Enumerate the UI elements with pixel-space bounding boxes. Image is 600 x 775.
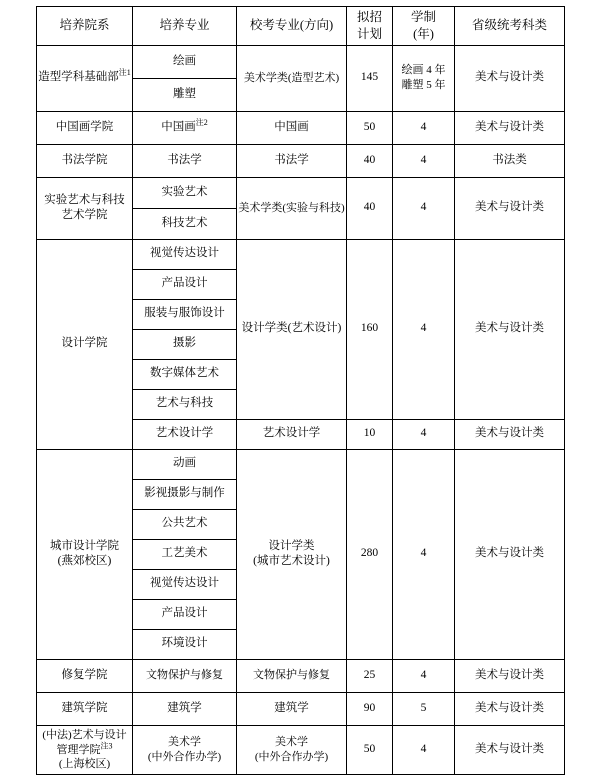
- cell-department: 书法学院: [37, 144, 133, 177]
- cell-major: 产品设计: [133, 599, 237, 629]
- table-header-row: [37, 7, 565, 46]
- cell-department: 修复学院: [37, 659, 133, 692]
- major-label: 中国画: [161, 120, 196, 133]
- exam-major-line2: (中外合作办学): [254, 751, 329, 764]
- admission-plan-table: [36, 6, 565, 775]
- cell-major: 建筑学: [133, 692, 237, 725]
- document-page: [0, 6, 600, 771]
- cell-category: 美术与设计类: [455, 449, 565, 659]
- cell-exam-major: 设计学类(艺术设计): [237, 239, 347, 419]
- table-row: [37, 111, 565, 144]
- years-line2: 雕塑 5 年: [401, 79, 446, 92]
- cell-exam-major: 艺术设计学: [237, 419, 347, 449]
- cell-plan: 160: [347, 239, 393, 419]
- cell-plan: 40: [347, 177, 393, 239]
- exam-major-line2: (城市艺术设计): [253, 555, 330, 568]
- header-department: 培养院系: [37, 7, 133, 46]
- cell-years: 5: [393, 692, 455, 725]
- table-row: [37, 449, 565, 479]
- exam-major-line1: 设计学类: [268, 539, 315, 552]
- department-note: 注3: [100, 740, 113, 750]
- cell-major: 视觉传达设计: [133, 569, 237, 599]
- cell-years: [393, 45, 455, 111]
- cell-department: [37, 725, 133, 775]
- header-exam-major: 校考专业(方向): [237, 7, 347, 46]
- cell-plan: 25: [347, 659, 393, 692]
- cell-years: 4: [393, 659, 455, 692]
- cell-exam-major: 美术学类(造型艺术): [237, 45, 347, 111]
- table-row: [37, 692, 565, 725]
- cell-department: [37, 177, 133, 239]
- major-line2: (中外合作办学): [147, 751, 222, 764]
- cell-exam-major: 美术学类(实验与科技): [237, 177, 347, 239]
- cell-major: 科技艺术: [133, 208, 237, 239]
- cell-exam-major: 文物保护与修复: [237, 659, 347, 692]
- cell-plan: 145: [347, 45, 393, 111]
- table-row: [37, 144, 565, 177]
- cell-years: 4: [393, 725, 455, 775]
- cell-major: 艺术与科技: [133, 389, 237, 419]
- cell-major: 绘画: [133, 45, 237, 78]
- cell-exam-major: 中国画: [237, 111, 347, 144]
- cell-major: 艺术设计学: [133, 419, 237, 449]
- cell-major: 影视摄影与制作: [133, 479, 237, 509]
- header-years-line1: 学制: [410, 10, 436, 24]
- table-row: [37, 45, 565, 78]
- cell-major: 雕塑: [133, 78, 237, 111]
- table-row: [37, 239, 565, 269]
- table-row: [37, 177, 565, 208]
- cell-major: 文物保护与修复: [133, 659, 237, 692]
- department-label: 造型学科基础部: [38, 71, 119, 84]
- header-category: 省级统考科类: [455, 7, 565, 46]
- header-plan-line1: 拟招: [356, 10, 382, 24]
- cell-major: 产品设计: [133, 269, 237, 299]
- department-line2-wrap: [38, 740, 131, 758]
- header-plan-line2: 计划: [356, 26, 382, 41]
- cell-major: [133, 111, 237, 144]
- cell-plan: 90: [347, 692, 393, 725]
- major-note: 注2: [195, 118, 208, 128]
- table-row: [37, 659, 565, 692]
- cell-category: 美术与设计类: [455, 239, 565, 419]
- cell-major: 服装与服饰设计: [133, 299, 237, 329]
- cell-department: 建筑学院: [37, 692, 133, 725]
- cell-department: 设计学院: [37, 239, 133, 449]
- cell-major: 视觉传达设计: [133, 239, 237, 269]
- cell-major: 数字媒体艺术: [133, 359, 237, 389]
- cell-years: 4: [393, 449, 455, 659]
- cell-years: 4: [393, 144, 455, 177]
- header-major: 培养专业: [133, 7, 237, 46]
- cell-major: 书法学: [133, 144, 237, 177]
- cell-years: 4: [393, 239, 455, 419]
- cell-plan: 50: [347, 725, 393, 775]
- cell-major: 环境设计: [133, 629, 237, 659]
- cell-years: 4: [393, 111, 455, 144]
- cell-category: 美术与设计类: [455, 659, 565, 692]
- cell-years: 4: [393, 419, 455, 449]
- cell-major: 公共艺术: [133, 509, 237, 539]
- cell-years: 4: [393, 177, 455, 239]
- header-years: [393, 7, 455, 46]
- cell-department: 中国画学院: [37, 111, 133, 144]
- cell-category: 美术与设计类: [455, 111, 565, 144]
- cell-category: 美术与设计类: [455, 177, 565, 239]
- major-line1: 美术学: [168, 736, 201, 749]
- cell-category: 美术与设计类: [455, 692, 565, 725]
- cell-major: 工艺美术: [133, 539, 237, 569]
- exam-major-line1: 美术学: [275, 736, 308, 749]
- cell-category: 书法类: [455, 144, 565, 177]
- cell-category: 美术与设计类: [455, 45, 565, 111]
- department-line3: (上海校区): [58, 758, 111, 771]
- department-line2: 艺术学院: [61, 209, 108, 222]
- cell-plan: 280: [347, 449, 393, 659]
- cell-exam-major: 书法学: [237, 144, 347, 177]
- cell-exam-major: [237, 449, 347, 659]
- table-row: [37, 725, 565, 775]
- department-line1: 实验艺术与科技: [44, 193, 125, 206]
- cell-plan: 50: [347, 111, 393, 144]
- cell-major: 动画: [133, 449, 237, 479]
- cell-exam-major: 建筑学: [237, 692, 347, 725]
- cell-plan: 40: [347, 144, 393, 177]
- table-body: [37, 45, 565, 775]
- header-years-line2: (年): [413, 26, 434, 41]
- cell-major: [133, 725, 237, 775]
- cell-category: 美术与设计类: [455, 419, 565, 449]
- department-line1: (中法)艺术与设计: [42, 728, 127, 741]
- table-header: [37, 7, 565, 46]
- cell-plan: 10: [347, 419, 393, 449]
- cell-department: [37, 45, 133, 111]
- cell-major: 摄影: [133, 329, 237, 359]
- cell-exam-major: [237, 725, 347, 775]
- department-line2: (燕郊校区): [57, 555, 112, 568]
- years-line1: 绘画 4 年: [401, 64, 446, 77]
- cell-category: 美术与设计类: [455, 725, 565, 775]
- department-line1: 城市设计学院: [50, 539, 119, 552]
- department-line2: 管理学院: [56, 743, 101, 756]
- department-note: 注1: [118, 68, 131, 78]
- header-plan: [347, 7, 393, 46]
- cell-major: 实验艺术: [133, 177, 237, 208]
- cell-department: [37, 449, 133, 659]
